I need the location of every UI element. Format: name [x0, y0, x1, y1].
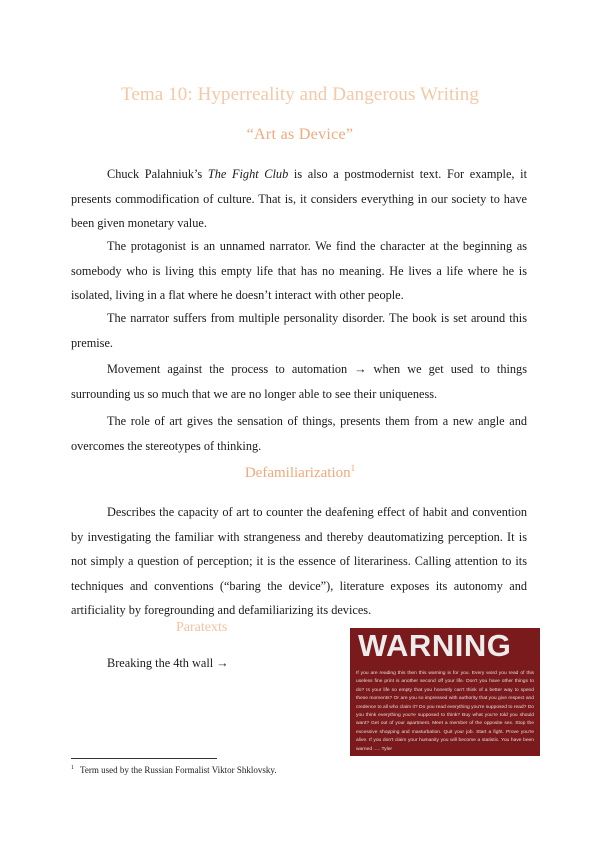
warning-image-title: WARNING: [358, 628, 512, 663]
footnote-reference[interactable]: 1: [350, 463, 356, 473]
footnote-text: Term used by the Russian Formalist Viktor Shklovsky.: [80, 765, 277, 775]
paragraph-5: [71, 409, 527, 458]
paragraph-4: [71, 357, 527, 406]
paragraph-4-text: Movement against the process to automation → when we get used to things surrounding us so much that we are no longer able to see their uniqueness.: [71, 362, 527, 401]
paragraph-2-text: The protagonist is an unnamed narrator. We find the character at the beginning as somebody who is living this empty life that has no meaning. He lives a life where he is isolated, living in a flat where he doesn’t interact with other people.: [71, 239, 527, 302]
footnote-number: 1: [71, 765, 74, 771]
footnote: [71, 765, 277, 775]
paragraph-defamiliarization-text: Describes the capacity of art to counter the deafening effect of habit and convention by investigating the familiar with strangeness and thereby deautomatizing perception. It is not simply a question of perception; it is the essence of literariness. Calling attention to its techniques and conventions (“baring the device”), literature exposes its autonomy and artificiality by foregrounding and defamiliarizing its devices.: [71, 505, 527, 617]
paragraph-5-text: The role of art gives the sensation of things, presents them from a new angle and overcomes the stereotypes of thinking.: [71, 414, 527, 453]
paragraph-1-lead: Chuck Palahniuk’s: [107, 167, 208, 181]
heading-paratexts: Paratexts: [176, 620, 228, 635]
paragraph-3-text: The narrator suffers from multiple personality disorder. The book is set around this premise.: [71, 311, 527, 350]
paragraph-1: [71, 162, 527, 236]
paragraph-defamiliarization: [71, 500, 527, 623]
paragraph-2: [71, 234, 527, 308]
book-title: The Fight Club: [207, 167, 289, 181]
heading-defamiliarization-text: Defamiliarization: [244, 465, 351, 481]
paragraph-3: [71, 306, 527, 355]
paragraph-1-rest: is also a postmodernist text. For example, it presents commodification of culture. That is, it considers everything in our society to have been given monetary value.: [71, 167, 527, 230]
warning-image: [350, 628, 540, 756]
breaking-fourth-wall-line: Breaking the 4th wall →: [107, 656, 229, 670]
page-title: Tema 10: Hyperreality and Dangerous Writing: [121, 84, 479, 105]
warning-image-text: If you are reading this then this warning is for you. Every word you read of this useless fine print is another second off your life. Don't you have other things to do? Is your life so empty that you honestly can't think of a better way to spend these moments? Or are you so impressed with authority that you give respect and credence to all who claim it? Do you read everything you're supposed to read? Do you think everything you're supposed to think? Buy what you're told you should want? Get out of your apartment. Meet a member of the opposite sex. Stop the excessive shopping and masturbation. Quit your job. Start a fight. Prove you're alive. If you don't claim your humanity you will become a statistic. You have been warned ..... Tyler: [356, 671, 534, 752]
heading-defamiliarization: [0, 463, 600, 482]
page-subtitle: “Art as Device”: [246, 126, 354, 143]
footnote-separator: [71, 758, 217, 759]
